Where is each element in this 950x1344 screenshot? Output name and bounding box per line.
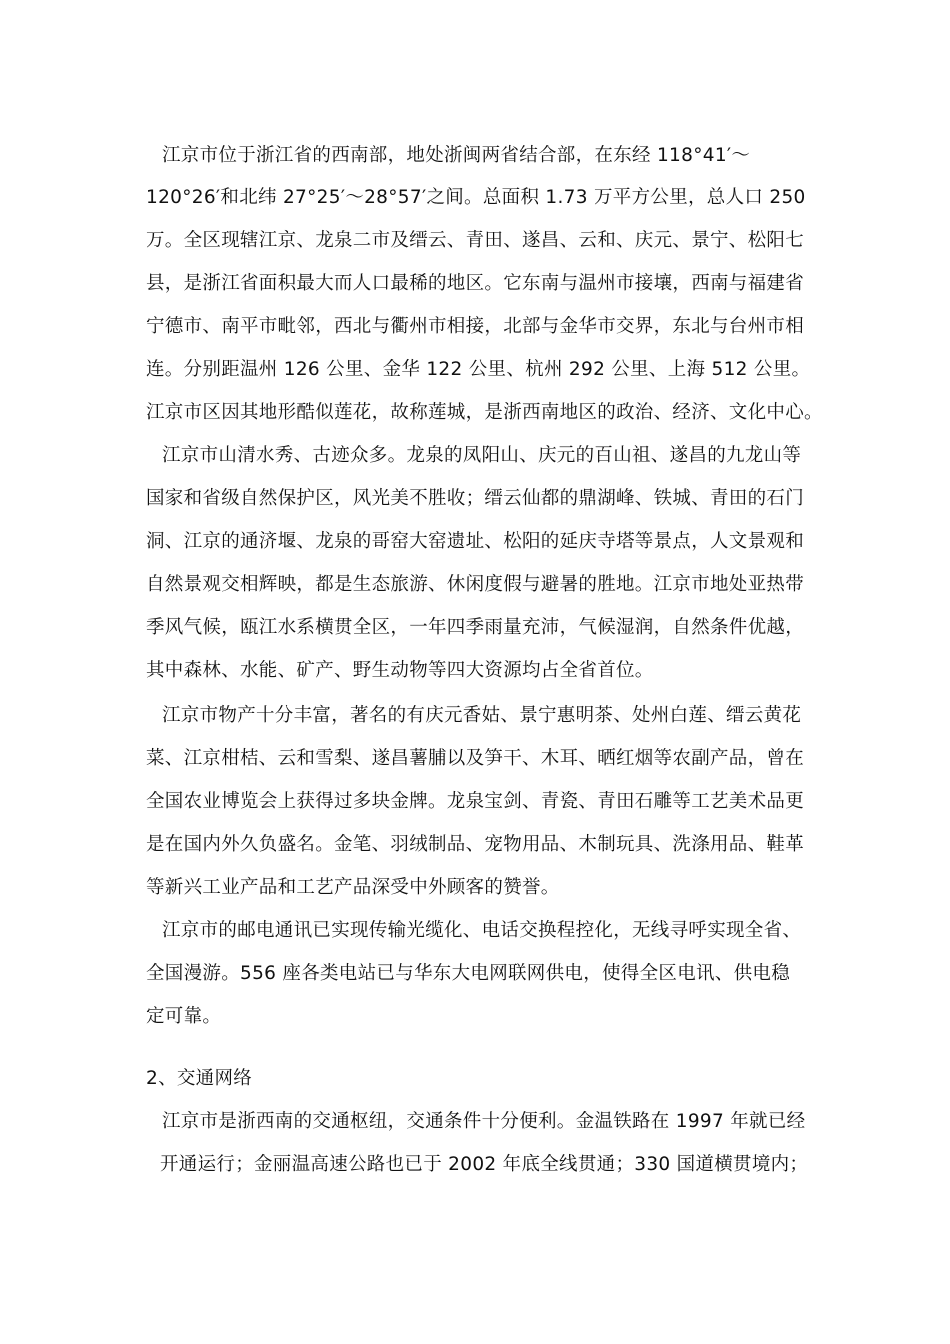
paragraph-line: 连。分别距温州 126 公里、金华 122 公里、杭州 292 公里、上海 512 公里。 xyxy=(146,359,811,380)
paragraph-line: 全国漫游。556 座各类电站已与华东大电网联网供电，使得全区电讯、供电稳 xyxy=(146,963,790,984)
paragraph-line: 开通运行；金丽温高速公路也已于 2002 年底全线贯通；330 国道横贯境内； xyxy=(160,1154,809,1175)
paragraph-line: 江京市的邮电通讯已实现传输光缆化、电话交换程控化，无线寻呼实现全省、 xyxy=(162,920,802,941)
paragraph-line: 宁德市、南平市毗邻，西北与衢州市相接，北部与金华市交界，东北与台州市相 xyxy=(146,316,805,337)
paragraph-line: 江京市物产十分丰富，著名的有庆元香姑、景宁惠明茶、处州白莲、缙云黄花 xyxy=(162,705,802,726)
paragraph-line: 自然景观交相辉映，都是生态旅游、休闲度假与避暑的胜地。江京市地处亚热带 xyxy=(146,574,805,595)
paragraph-line: 江京市位于浙江省的西南部，地处浙闽两省结合部，在东经 118°41′～ xyxy=(162,145,751,166)
paragraph-line: 江京市山清水秀、古迹众多。龙泉的凤阳山、庆元的百山祖、遂昌的九龙山等 xyxy=(162,445,802,466)
paragraph-line: 洞、江京的通济堰、龙泉的哥窑大窑遗址、松阳的延庆寺塔等景点，人文景观和 xyxy=(146,531,805,552)
paragraph-line: 全国农业博览会上获得过多块金牌。龙泉宝剑、青瓷、青田石雕等工艺美术品更 xyxy=(146,791,805,812)
paragraph-line: 菜、江京柑桔、云和雪梨、遂昌薯脯以及笋干、木耳、晒红烟等农副产品，曾在 xyxy=(146,748,805,769)
paragraph-line: 江京市是浙西南的交通枢纽，交通条件十分便利。金温铁路在 1997 年就已经 xyxy=(162,1111,806,1132)
section-heading: 2、交通网络 xyxy=(146,1068,253,1089)
paragraph-line: 季风气候，瓯江水系横贯全区，一年四季雨量充沛，气候湿润，自然条件优越， xyxy=(146,617,805,638)
paragraph-line: 是在国内外久负盛名。金笔、羽绒制品、宠物用品、木制玩具、洗涤用品、鞋革 xyxy=(146,834,805,855)
paragraph-line: 定可靠。 xyxy=(146,1006,222,1027)
paragraph-line: 国家和省级自然保护区，风光美不胜收；缙云仙都的鼎湖峰、铁城、青田的石门 xyxy=(146,488,805,509)
paragraph-line: 等新兴工业产品和工艺产品深受中外顾客的赞誉。 xyxy=(146,877,560,898)
paragraph-line: 其中森林、水能、矿产、野生动物等四大资源均占全省首位。 xyxy=(146,660,654,681)
paragraph-line: 县，是浙江省面积最大而人口最稀的地区。它东南与温州市接壤，西南与福建省 xyxy=(146,273,805,294)
paragraph-line: 江京市区因其地形酷似莲花，故称莲城，是浙西南地区的政治、经济、文化中心。 xyxy=(146,402,823,423)
paragraph-line: 120°26′和北纬 27°25′～28°57′之间。总面积 1.73 万平方公里，总人口 250 xyxy=(146,187,806,208)
paragraph-line: 万。全区现辖江京、龙泉二市及缙云、青田、遂昌、云和、庆元、景宁、松阳七 xyxy=(146,230,805,251)
